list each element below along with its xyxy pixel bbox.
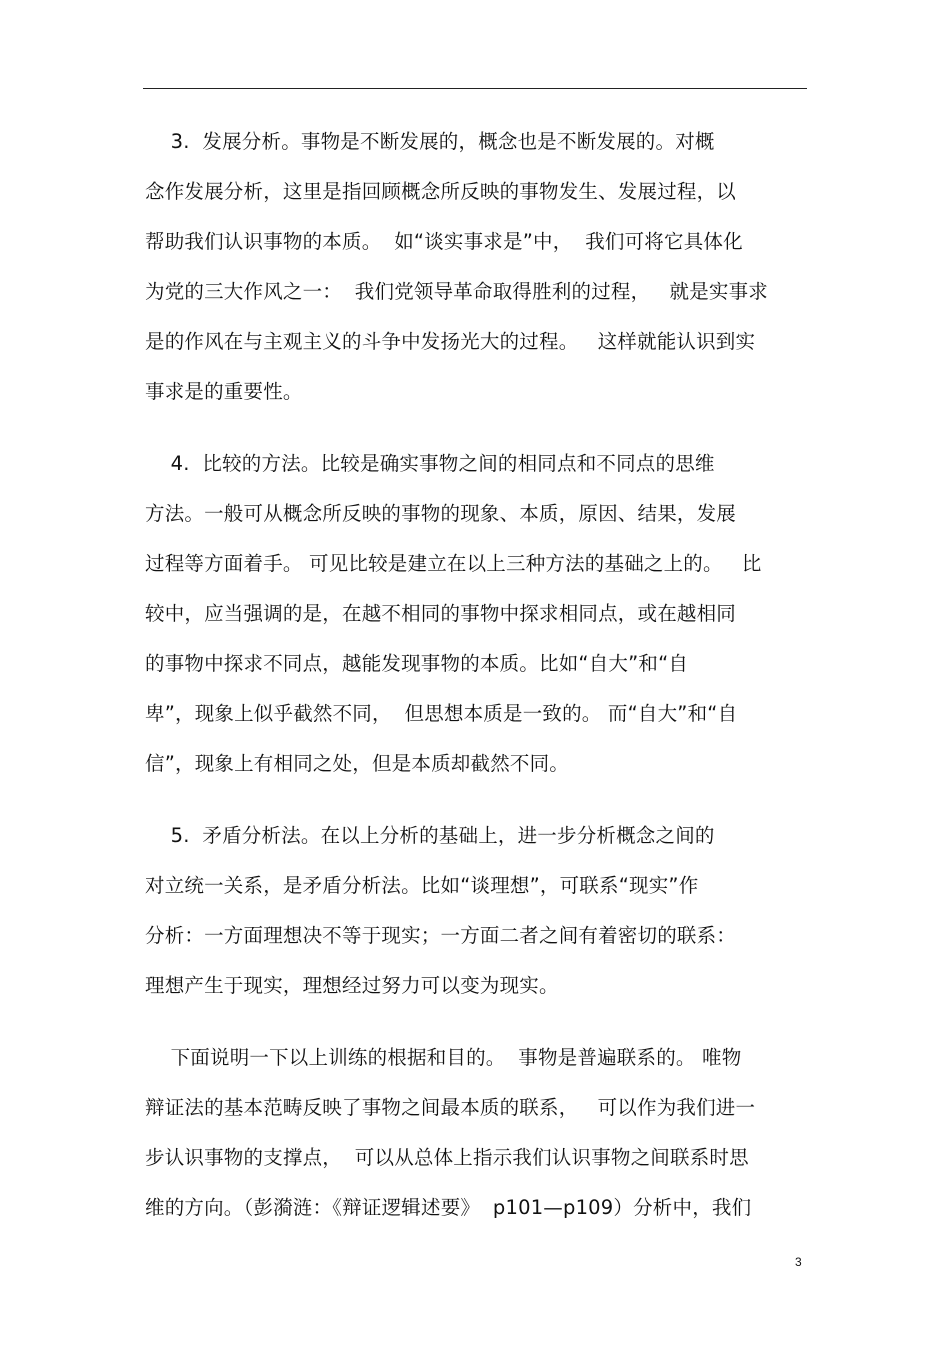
text-line: 为党的三大作风之一： 我们党领导革命取得胜利的过程， 就是实事求: [145, 280, 768, 303]
text-line: 帮助我们认识事物的本质。 如“谈实事求是”中， 我们可将它具体化: [145, 230, 743, 253]
text-line: 信”，现象上有相同之处，但是本质却截然不同。: [145, 752, 570, 775]
header-rule: [143, 88, 807, 89]
page-number: 3: [795, 1255, 802, 1269]
text-line: 下面说明一下以上训练的根据和目的。 事物是普遍联系的。 唯物: [145, 1046, 742, 1069]
text-line: 的事物中探求不同点，越能发现事物的本质。比如“自大”和“自: [145, 652, 689, 675]
text-line: 分析：一方面理想决不等于现实；一方面二者之间有着密切的联系：: [145, 924, 737, 947]
text-line: 卑”，现象上似乎截然不同， 但思想本质是一致的。 而“自大”和“自: [145, 702, 738, 725]
text-line: 4. 比较的方法。比较是确实事物之间的相同点和不同点的思维: [145, 452, 715, 475]
text-line: 辩证法的基本范畴反映了事物之间最本质的联系， 可以作为我们进一: [145, 1096, 756, 1119]
text-line: 过程等方面着手。 可见比较是建立在以上三种方法的基础之上的。 比: [145, 552, 762, 575]
text-line: 念作发展分析，这里是指回顾概念所反映的事物发生、发展过程，以: [145, 180, 737, 203]
text-line: 方法。一般可从概念所反映的事物的现象、本质，原因、结果，发展: [145, 502, 737, 525]
text-line: 对立统一关系，是矛盾分析法。比如“谈理想”，可联系“现实”作: [145, 874, 699, 897]
text-line: 较中，应当强调的是，在越不相同的事物中探求相同点，或在越相同: [145, 602, 737, 625]
text-line: 是的作风在与主观主义的斗争中发扬光大的过程。 这样就能认识到实: [145, 330, 756, 353]
text-line: 维的方向。（彭漪涟：《辩证逻辑述要》 p101—p109）分析中，我们: [145, 1196, 752, 1219]
text-line: 理想产生于现实，理想经过努力可以变为现实。: [145, 974, 559, 997]
text-line: 3. 发展分析。事物是不断发展的，概念也是不断发展的。对概: [145, 130, 715, 153]
text-line: 事求是的重要性。: [145, 380, 303, 403]
text-line: 5. 矛盾分析法。在以上分析的基础上，进一步分析概念之间的: [145, 824, 715, 847]
text-line: 步认识事物的支撑点， 可以从总体上指示我们认识事物之间联系时思: [145, 1146, 749, 1169]
